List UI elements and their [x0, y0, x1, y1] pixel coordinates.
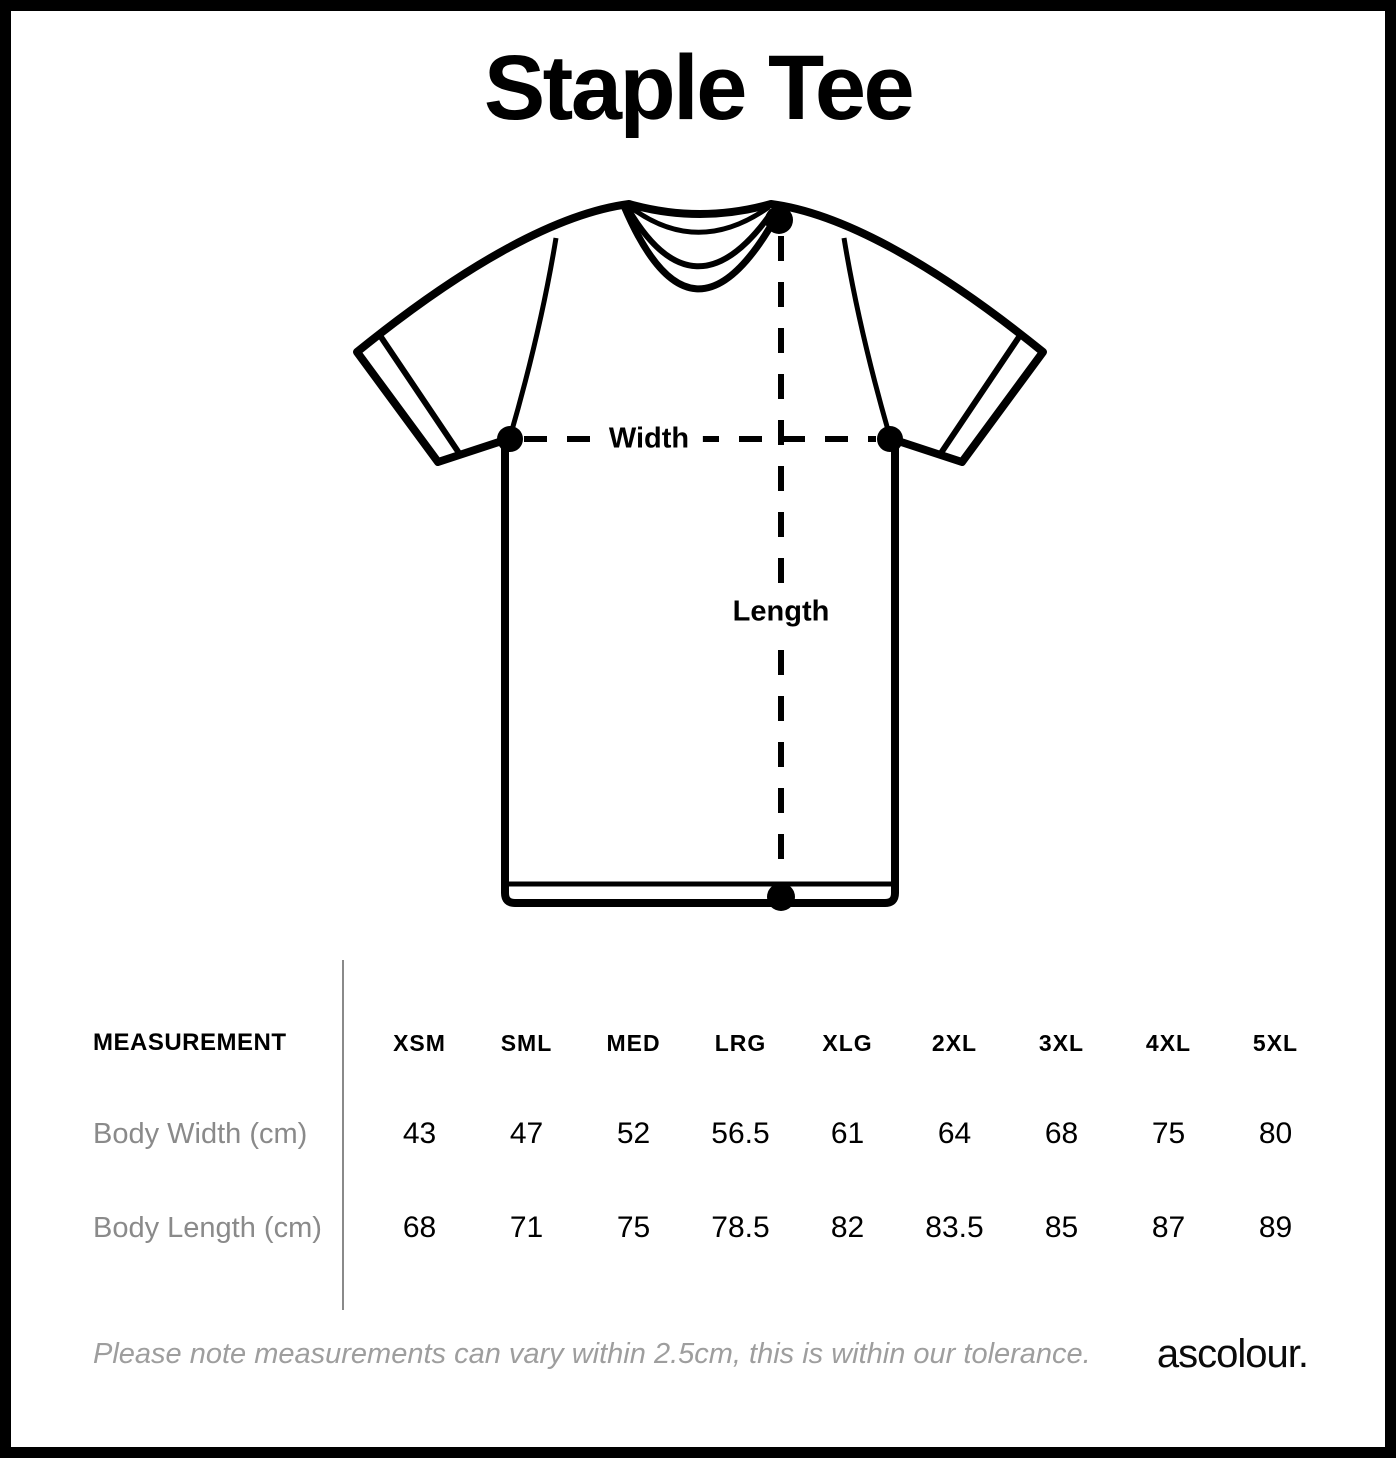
body-length-4xl: 87 — [1151, 1211, 1186, 1244]
size-header-4xl: 4XL — [1145, 1029, 1192, 1056]
body-width-5xl: 80 — [1258, 1117, 1293, 1150]
body-width-2xl: 64 — [937, 1117, 972, 1150]
body-length-xsm: 68 — [402, 1211, 437, 1244]
width-measure-label: Width — [595, 421, 703, 458]
right-armpit-point-marker — [877, 426, 903, 452]
tshirt-svg — [330, 180, 1070, 930]
page-title: Staple Tee — [483, 37, 913, 139]
body-width-lrg: 56.5 — [711, 1117, 770, 1150]
size-header-2xl: 2XL — [931, 1029, 978, 1056]
brand-logo: ascolour. — [1156, 1332, 1308, 1376]
body-width-med: 52 — [616, 1117, 651, 1150]
body-length-5xl: 89 — [1258, 1211, 1293, 1244]
body-length-med: 75 — [616, 1211, 651, 1244]
body-width-3xl: 68 — [1044, 1117, 1079, 1150]
body-length-2xl: 83.5 — [925, 1211, 984, 1244]
size-header-sml: SML — [500, 1029, 553, 1056]
body-width-sml: 47 — [509, 1117, 544, 1150]
body-length-sml: 71 — [509, 1211, 544, 1244]
size-table-header-row — [93, 1021, 1330, 1065]
tshirt-diagram — [330, 180, 1070, 930]
size-header-5xl: 5XL — [1252, 1029, 1299, 1056]
size-header-xlg: XLG — [822, 1029, 873, 1056]
body-length-row — [93, 1205, 1330, 1251]
size-header-3xl: 3XL — [1038, 1029, 1085, 1056]
hem-point-marker — [767, 883, 795, 911]
body-width-row-label: Body Width (cm) — [93, 1117, 308, 1150]
body-width-4xl: 75 — [1151, 1117, 1186, 1150]
measurement-header: MEASUREMENT — [93, 1029, 287, 1056]
body-width-xlg: 61 — [830, 1117, 865, 1150]
body-length-lrg: 78.5 — [711, 1211, 770, 1244]
left-armpit-point-marker — [497, 426, 523, 452]
length-measure-label: Length — [721, 588, 842, 637]
body-width-row — [93, 1111, 1330, 1157]
size-header-med: MED — [606, 1029, 661, 1056]
body-length-row-label: Body Length (cm) — [93, 1211, 322, 1244]
body-width-xsm: 43 — [402, 1117, 437, 1150]
tee-outline — [357, 204, 1043, 903]
tolerance-note: Please note measurements can vary within 2.5cm, this is within our tolerance. — [93, 1338, 1091, 1370]
body-length-xlg: 82 — [830, 1211, 865, 1244]
shoulder-point-marker — [765, 206, 793, 234]
body-length-3xl: 85 — [1044, 1211, 1079, 1244]
size-header-lrg: LRG — [714, 1029, 767, 1056]
size-header-xsm: XSM — [393, 1029, 446, 1056]
